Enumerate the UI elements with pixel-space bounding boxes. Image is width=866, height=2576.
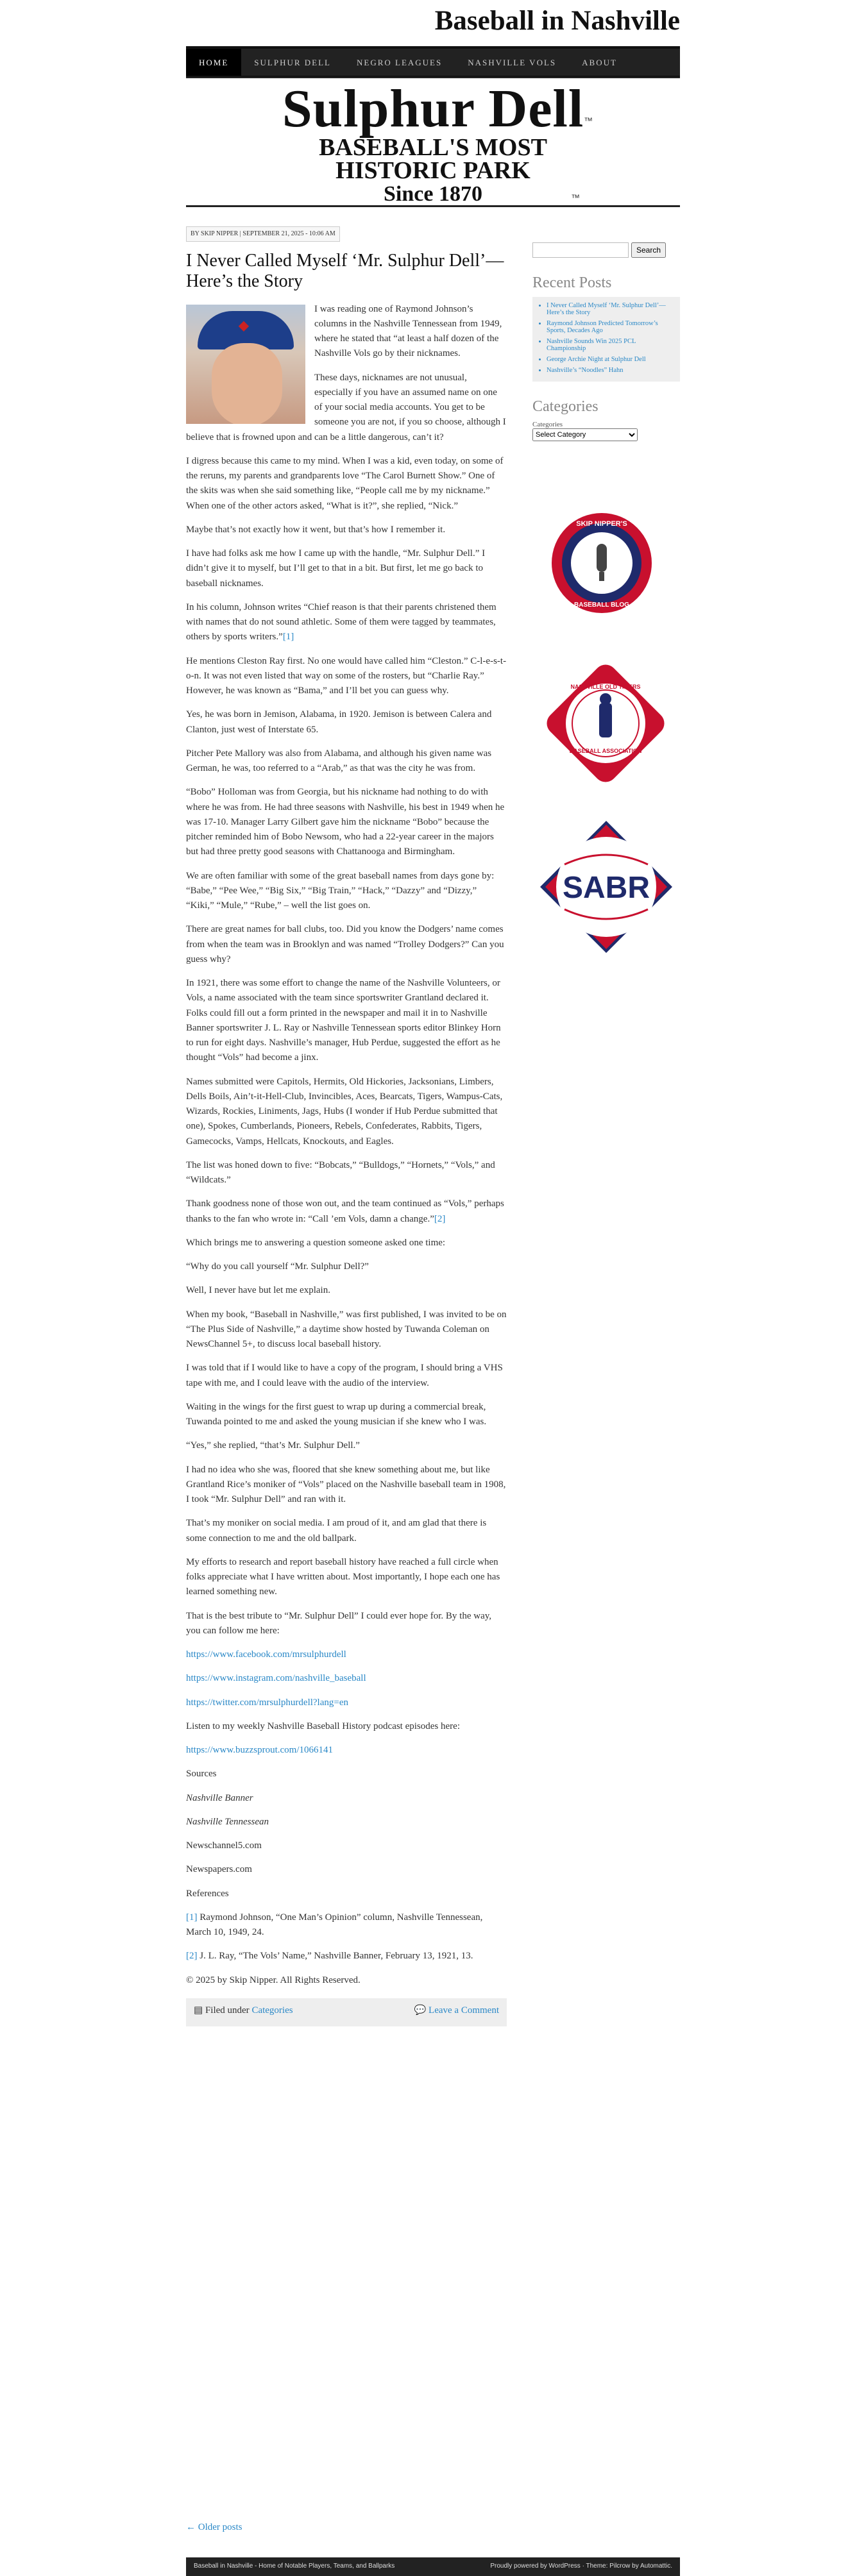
category-select[interactable] <box>532 428 638 441</box>
reference-item <box>186 1949 507 1964</box>
source-item: Nashville Tennessean <box>186 1816 269 1827</box>
logo1-bottom-text: BASEBALL BLOG <box>574 602 629 609</box>
paragraph: “Yes,” she replied, “that’s Mr. Sulphur Dell.” <box>186 1440 360 1451</box>
paragraph-text: In his column, Johnson writes “Chief reason is that their parents christened them with names that do not sound athletic. Some of them were tagged by teammates, others by sports writers.” <box>186 602 497 643</box>
site-footer <box>186 2557 680 2576</box>
paragraph: That is the best tribute to “Mr. Sulphur Dell” I could ever hope for. By the way, you can follow me here: <box>186 1610 492 1636</box>
logo2-bottom-text: BASEBALL ASSOCIATION <box>569 748 642 754</box>
banner-line-1: BASEBALL'S MOST <box>319 134 547 161</box>
old-timers-association-logo[interactable] <box>535 653 676 794</box>
banner-line-3: Since 1870 <box>384 182 482 206</box>
paragraph: Well, I never have but let me explain. <box>186 1285 330 1296</box>
post-meta: BY SKIP NIPPER | SEPTEMBER 21, 2025 - 10:06 AM <box>186 226 340 242</box>
categories-label: Categories <box>532 421 563 428</box>
recent-posts-title: Recent Posts <box>532 274 612 291</box>
paragraph: Waiting in the wings for the first guest to wrap up during a commercial break, Tuwanda pointed to me and asked the young musician if she knew who I was. <box>186 1401 487 1427</box>
categories-title: Categories <box>532 398 599 415</box>
source-item: Newschannel5.com <box>186 1840 262 1851</box>
paragraph <box>186 1743 507 1758</box>
instagram-link[interactable]: https://www.instagram.com/nashville_baseball <box>186 1673 366 1684</box>
footnote-link-2[interactable]: [2] <box>434 1213 446 1224</box>
footnote-link-1[interactable]: [1] <box>282 632 294 643</box>
paragraph: I have had folks ask me how I came up with the handle, “Mr. Sulphur Dell.” I didn’t give it to myself, but I’ll get to that in a bit. But first, let me go back to baseball nicknames. <box>186 548 486 589</box>
footer-credit[interactable]: Proudly powered by WordPress · Theme: Pilcrow by Automattic. <box>490 2563 672 2570</box>
paragraph <box>186 1671 507 1686</box>
paragraph: I was told that if I would like to have a copy of the program, I should bring a VHS tape with me, and I could leave with the audio of the interview. <box>186 1363 503 1388</box>
paragraph: “Bobo” Holloman was from Georgia, but his nickname had nothing to do with where he was from. He had three seasons with Nashville, his best in 1949 when he was 17-10. Manager Larry Gilbert gave him the nickname “Bobo” because the pitcher reminded him of Bobo Newsom, who had a 22-year career in the majors but had three pretty good seasons with Chattanooga and Birmingham. <box>186 787 505 857</box>
footer-site-link[interactable]: Baseball in Nashville - Home of Notable Players, Teams, and Ballparks <box>194 2563 395 2570</box>
header-banner[interactable] <box>186 77 680 207</box>
main-nav <box>186 46 680 78</box>
paragraph: I had no idea who she was, floored that she knew something about me, but like Grantland Rice’s moniker of “Vols” placed on the Nashville baseball team in 1908, I took “Mr. Sulphur Dell” and ran with it. <box>186 1464 506 1504</box>
recent-post-link[interactable]: • Raymond Johnson Predicted Tomorrow’s Sports, Decades Ago <box>547 320 675 334</box>
paragraph: We are often familiar with some of the great baseball names from days gone by: “Babe,” “Pee Wee,” “Big Six,” “Big Train,” “Hack,” “Dazzy” and “Dizzy,” “Kiki,” “Mule,” “Rube,” – well the list goes on. <box>186 870 495 911</box>
paragraph: When my book, “Baseball in Nashville,” was first published, I was invited to be on “The Plus Side of Nashville,” a daytime show hosted by Tuwanda Coleman on NewsChannel 5+, to discuss local baseball history. <box>186 1309 507 1349</box>
paragraph: That’s my moniker on social media. I am proud of it, and am glad that there is some connection to me and the old ballpark. <box>186 1518 487 1544</box>
skip-nipper-blog-logo[interactable] <box>550 512 653 614</box>
search-input[interactable] <box>532 242 629 258</box>
banner-trademark-2: ™ <box>571 192 580 203</box>
podcast-link[interactable]: https://www.buzzsprout.com/1066141 <box>186 1745 334 1755</box>
banner-title: Sulphur Dell <box>282 79 584 139</box>
source-item: Nashville Banner <box>186 1792 253 1803</box>
paragraph: “Why do you call yourself “Mr. Sulphur Dell?” <box>186 1261 369 1272</box>
leave-comment-link[interactable]: Leave a Comment <box>429 2005 499 2016</box>
nav-about[interactable]: ABOUT <box>582 58 617 67</box>
sidebar <box>532 242 680 905</box>
nav-home[interactable]: HOME <box>186 49 241 76</box>
nav-negro-leagues[interactable]: NEGRO LEAGUES <box>356 58 443 67</box>
paragraph: Yes, he was born in Jemison, Alabama, in 1920. Jemison is between Calera and Clanton, just west of Interstate 65. <box>186 709 492 735</box>
nav-sulphur-dell[interactable]: SULPHUR DELL <box>254 58 331 67</box>
paragraph: The list was honed down to five: “Bobcats,” “Bulldogs,” “Hornets,” “Vols,” and “Wildcats.” <box>186 1159 495 1185</box>
folder-icon: ▤ <box>194 2005 203 2016</box>
paragraph: Names submitted were Capitols, Hermits, Old Hickories, Jacksonians, Limbers, Dells Boils, Ain’t-it-Hell-Club, Invincibles, Aces, Bearcats, Tigers, Wampus-Cats, Wizards, Rockies, Liniments, Jags, Hubs (I wonder if Hub Perdue submitted that one), Spokes, Cumberlands, Pioneers, Rebels, Confederates, Rabbits, Tigers, Gamecocks, Vamps, Hellcats, Knockouts, and Eagles. <box>186 1076 503 1147</box>
paragraph: Which brings me to answering a question someone asked one time: <box>186 1237 446 1248</box>
banner-line-2: HISTORIC PARK <box>335 157 531 184</box>
search-button[interactable]: Search <box>631 242 666 258</box>
recent-posts-list <box>532 297 680 382</box>
recent-post-link[interactable]: • Nashville Sounds Win 2025 PCL Championship <box>547 338 675 352</box>
filed-under-label: Filed under <box>205 2005 252 2016</box>
reference-text: Raymond Johnson, “One Man’s Opinion” column, Nashville Tennessean, March 10, 1949, 24. <box>186 1912 483 1937</box>
post-content <box>186 226 507 2026</box>
logo2-top-text: NASHVILLE OLD TIMERS <box>570 684 641 690</box>
older-posts-link[interactable]: ← Older posts <box>186 2522 242 2532</box>
paragraph: These days, nicknames are not unusual, especially if you have an assumed name on one of your social media accounts. You get to be someone you are not, if you so choose, although I believe that is frowned upon and can be a little dangerous, can’t it? <box>186 372 506 442</box>
paragraph <box>186 1696 507 1710</box>
nav-nashville-vols[interactable]: NASHVILLE VOLS <box>468 58 557 67</box>
paragraph: There are great names for ball clubs, too. Did you know the Dodgers’ name comes from when the team was in Brooklyn and was named “Trolley Dodgers?” Can you guess why? <box>186 924 504 964</box>
paragraph: I digress because this came to my mind. When I was a kid, even today, on some of the reruns, my parents and grandparents love “The Carol Burnett Show.” One of the skits was when she said something like, “People call me by my nickname.” When one of the other actors asked, “What is it?”, she replied, “Nick.” <box>186 455 504 511</box>
logo3-text: SABR <box>562 871 650 905</box>
sabr-logo[interactable] <box>539 820 674 954</box>
paragraph: Listen to my weekly Nashville Baseball History podcast episodes here: <box>186 1721 460 1731</box>
post-title[interactable]: I Never Called Myself ‘Mr. Sulphur Dell’—Here’s the Story <box>186 250 504 291</box>
paragraph: In 1921, there was some effort to change the name of the Nashville Volunteers, or Vols, a name associated with the team since sportswriter Grantland declared it. Folks could fill out a form printed in the newspaper and mail it in to Nashville Banner sportswriter J. L. Ray or Nashville Tennessean sports editor Blinkey Horn to run for eight days. Nashville’s manager, Hub Perdue, suggested the effort as he thought “Vols” had become a jinx. <box>186 978 501 1063</box>
category-link[interactable]: Categories <box>251 2005 293 2016</box>
paragraph-text: Thank goodness none of those won out, and the team continued as “Vols,” perhaps thanks to the fan who wrote in: “Call ’em Vols, damn a change.” <box>186 1199 504 1224</box>
categories-widget <box>532 421 680 441</box>
comment-icon: 💬 <box>414 2005 427 2016</box>
post-footer <box>186 1998 507 2026</box>
reference-link-1[interactable]: [1] <box>186 1912 198 1923</box>
logo1-top-text: SKIP NIPPER'S <box>576 520 627 528</box>
reference-text: J. L. Ray, “The Vols’ Name,” Nashville Banner, February 13, 1921, 13. <box>197 1951 473 1962</box>
face-shape <box>212 343 282 424</box>
references-heading: References <box>186 1888 229 1899</box>
twitter-link[interactable]: https://twitter.com/mrsulphurdell?lang=en <box>186 1697 349 1708</box>
site-title[interactable]: Baseball in Nashville <box>434 6 680 36</box>
recent-post-link[interactable]: • George Archie Night at Sulphur Dell <box>547 356 675 363</box>
paragraph: My efforts to research and report baseball history have reached a full circle when folks appreciate what I have written about. Most importantly, I hope each one has learned something new. <box>186 1556 500 1597</box>
reference-item <box>186 1910 507 1940</box>
source-item: Newspapers.com <box>186 1864 252 1875</box>
reference-link-2[interactable]: [2] <box>186 1951 198 1962</box>
search-form <box>532 242 680 258</box>
cap-logo: ◆ <box>239 318 249 333</box>
paragraph <box>186 1647 507 1662</box>
recent-post-link[interactable]: • Nashville’s “Noodles” Hahn <box>547 367 675 374</box>
recent-post-link[interactable]: • I Never Called Myself ‘Mr. Sulphur Dell’—Here’s the Story <box>547 302 675 316</box>
paragraph <box>186 1197 507 1227</box>
facebook-link[interactable]: https://www.facebook.com/mrsulphurdell <box>186 1649 346 1660</box>
paragraph: He mentions Cleston Ray first. No one would have called him “Cleston.” C-l-e-s-t-o-n. It was not even listed that way on some of the rosters, but “Charlie Ray.” However, he was known as “Bama,” and I’ll bet you can guess why. <box>186 655 507 696</box>
banner-trademark: ™ <box>584 115 593 126</box>
copyright: © 2025 by Skip Nipper. All Rights Reserved. <box>186 1974 361 1985</box>
paragraph: Maybe that’s not exactly how it went, but that’s how I remember it. <box>186 524 446 535</box>
paragraph: Pitcher Pete Mallory was also from Alabama, and although his given name was German, he was, too referred to a “Arab,” as that was the city he was from. <box>186 748 492 773</box>
author-photo <box>186 305 305 424</box>
sources-heading: Sources <box>186 1769 217 1780</box>
paragraph: I was reading one of Raymond Johnson’s columns in the Nashville Tennessean from 1949, where he stated that “at least a half dozen of the Nashville Vols go by their nicknames. <box>314 303 502 359</box>
paragraph <box>186 600 507 645</box>
